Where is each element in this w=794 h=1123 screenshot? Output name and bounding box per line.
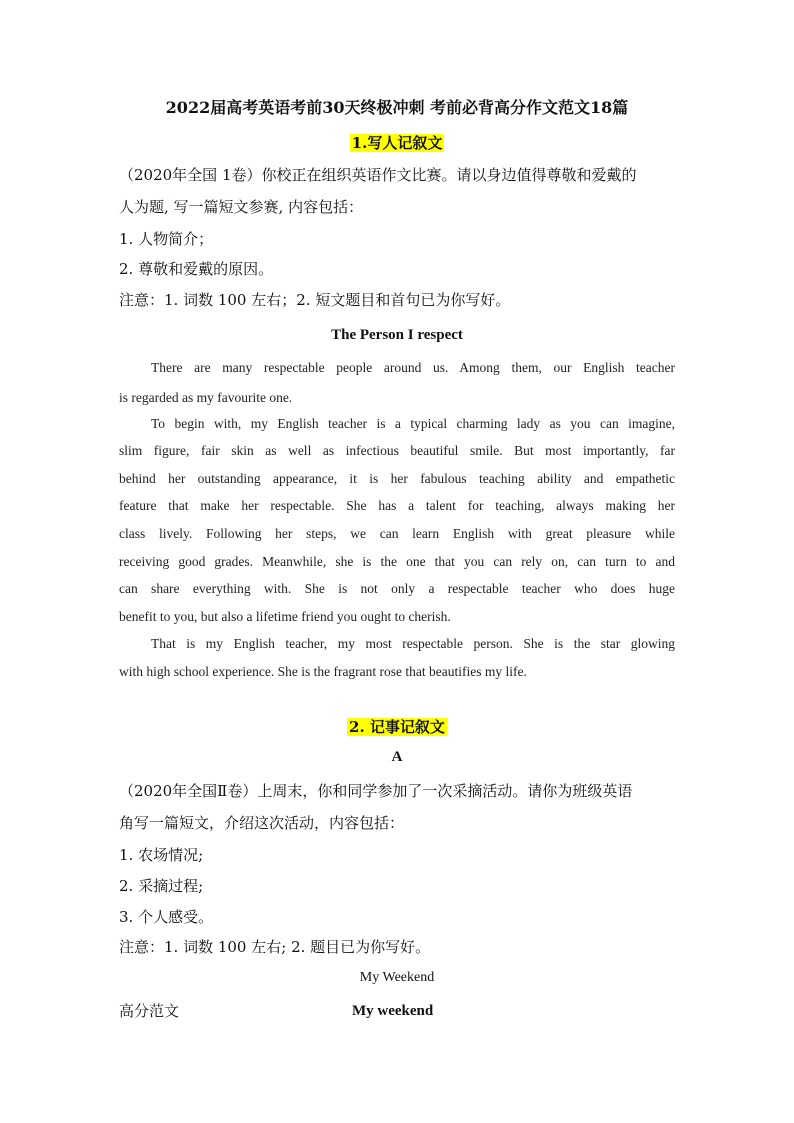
section2-note: 注意：1. 词数 100 左右; 2. 题目已为你写好。 (119, 938, 431, 956)
essay1-line: benefit to you, but also a lifetime friend you ought to cherish. (119, 609, 451, 624)
essay1-line: There are many respectable people around us. Among them, our English teacher (151, 360, 675, 375)
document-title: 2022届高考英语考前30天终极冲刺 考前必背高分作文范文18篇 (165, 98, 629, 117)
section1-heading-wrap (0, 133, 794, 153)
essay1-title: The Person I respect (331, 327, 463, 343)
section1-item1: 1. 人物简介； (119, 230, 214, 248)
essay1-line: is regarded as my favourite one. (119, 390, 293, 405)
section2-item1: 1. 农场情况; (119, 846, 204, 864)
section2-item3: 3. 个人感受。 (119, 908, 214, 926)
essay1-line: behind her outstanding appearance, it is her fabulous teaching ability and empathetic (119, 471, 675, 486)
section2-prompt-line1: （2020年全国Ⅱ卷）上周末，你和同学参加了一次采摘活动。请你为班级英语 (119, 782, 633, 800)
section2-sub: A (391, 749, 403, 765)
section2-item2: 2. 采摘过程; (119, 877, 204, 895)
model-essay-label: 高分范文 (119, 1002, 180, 1020)
section1-item2: 2. 尊敬和爱戴的原因。 (119, 260, 274, 278)
section1-note: 注意：1. 词数 100 左右；2. 短文题目和首句已为你写好。 (119, 291, 511, 309)
essay1-line: receiving good grades. Meanwhile, she is the one that you can rely on, can turn to and (119, 554, 675, 569)
section2-heading: 2. 记事记叙文 (349, 718, 445, 736)
section2-prompt-line2: 角写一篇短文，介绍这次活动，内容包括： (119, 814, 405, 832)
essay1-line: That is my English teacher, my most respectable person. She is the star glowing (151, 636, 675, 651)
section2-heading-wrap (0, 717, 794, 737)
section2-given-title: My Weekend (359, 970, 435, 985)
essay1-line: class lively. Following her steps, we can learn English with great pleasure while (119, 526, 675, 541)
essay1-line: To begin with, my English teacher is a typical charming lady as you can imagine, (151, 416, 675, 431)
section1-prompt-line2: 人为题, 写一篇短文参赛, 内容包括： (119, 198, 364, 216)
model-essay-title: My weekend (352, 1003, 434, 1019)
essay1-line: feature that make her respectable. She has a talent for teaching, always making her (119, 498, 675, 513)
essay1-line: can share everything with. She is not only a respectable teacher who does huge (119, 581, 675, 596)
section1-prompt-line1: （2020年全国 1卷）你校正在组织英语作文比赛。请以身边值得尊敬和爱戴的 (119, 166, 637, 184)
essay1-line: with high school experience. She is the fragrant rose that beautifies my life. (119, 664, 527, 679)
section1-heading: 1.写人记叙文 (351, 134, 443, 152)
essay1-line: slim figure, fair skin as well as infectious beautiful smile. But most importantly, far (119, 443, 675, 458)
